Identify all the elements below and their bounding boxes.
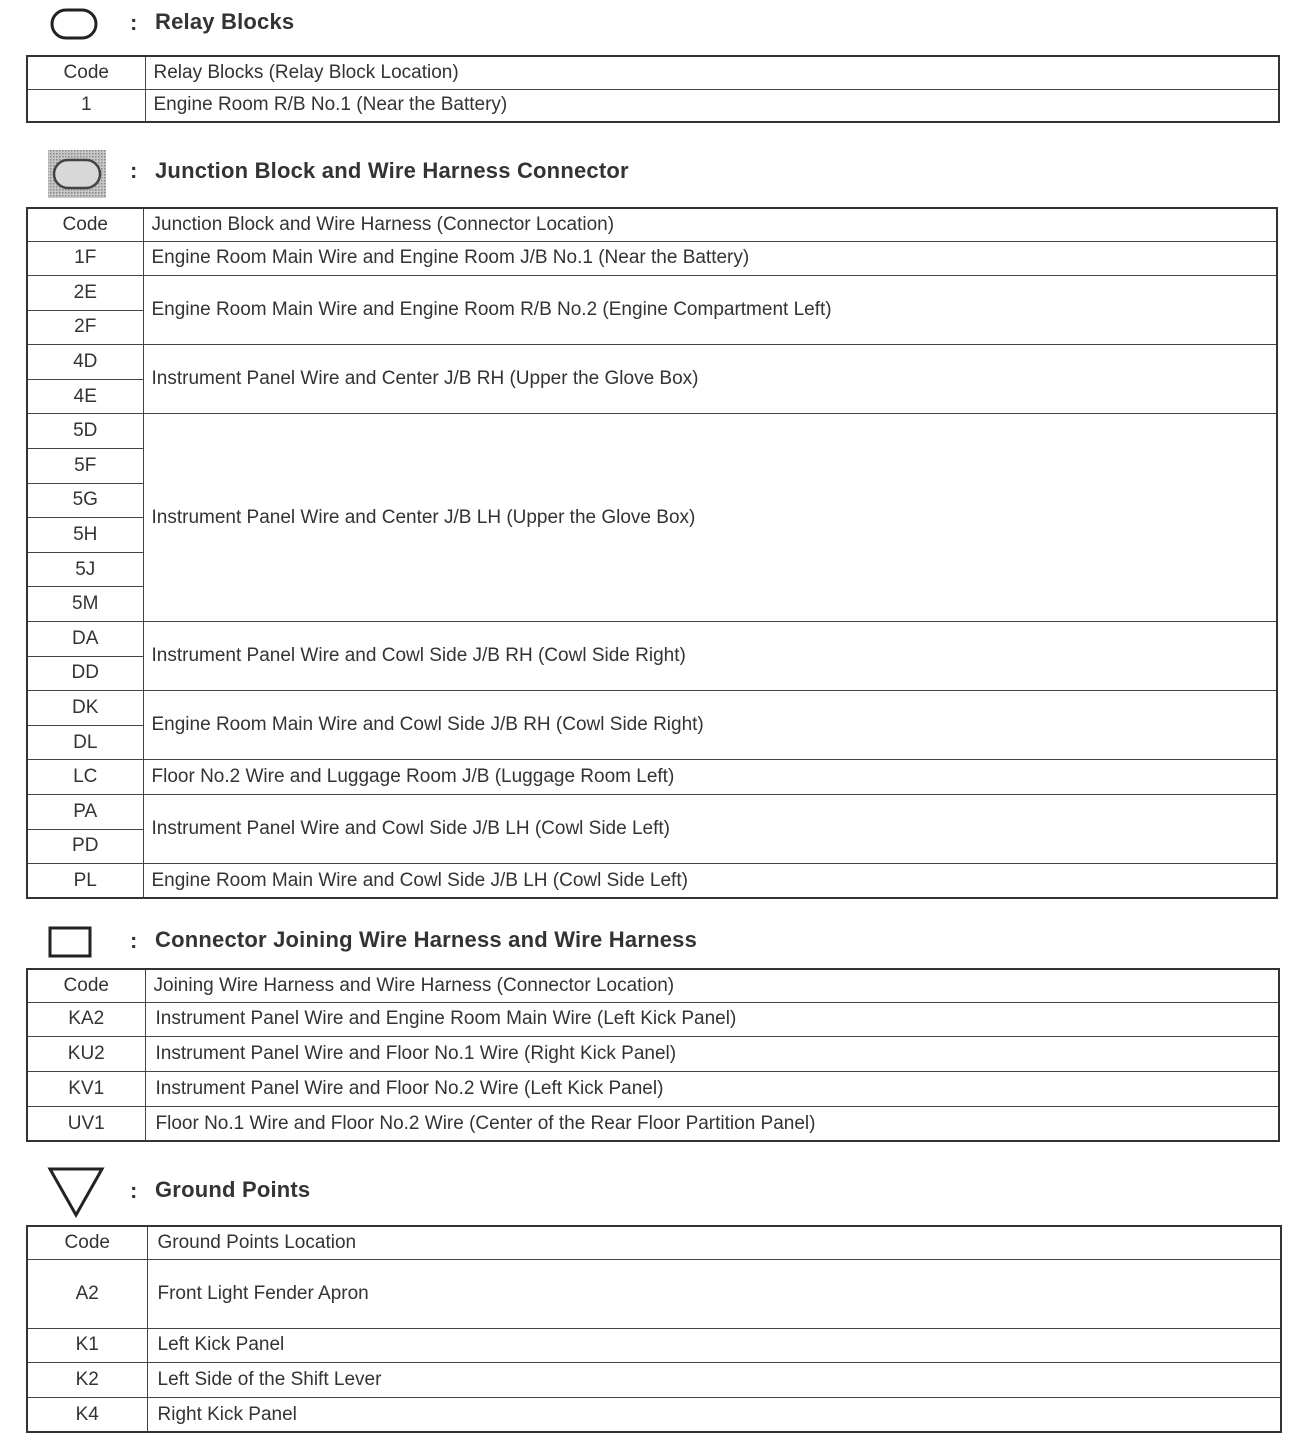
table-row: [27, 1037, 1279, 1072]
code-cell: KV1: [27, 1072, 145, 1107]
location-cell: Engine Room Main Wire and Cowl Side J/B RH (Cowl Side Right): [143, 691, 1277, 760]
relay-blocks-table: [26, 55, 1280, 123]
section-title: Ground Points: [155, 1177, 311, 1202]
heading-colon: :: [130, 158, 138, 183]
code-header: Code: [27, 56, 145, 89]
location-header: Joining Wire Harness and Wire Harness (Connector Location): [145, 969, 1279, 1002]
table-row: [27, 622, 1277, 657]
section-title: Junction Block and Wire Harness Connector: [155, 158, 629, 183]
heading-colon: :: [130, 1178, 138, 1203]
code-cell: DA: [27, 622, 143, 657]
location-cell: Instrument Panel Wire and Floor No.2 Wire (Left Kick Panel): [145, 1072, 1279, 1107]
table-row: [27, 1072, 1279, 1107]
section-title: Connector Joining Wire Harness and Wire Harness: [155, 927, 698, 952]
location-cell: Floor No.2 Wire and Luggage Room J/B (Luggage Room Left): [143, 760, 1277, 795]
code-cell: DD: [27, 656, 143, 691]
location-cell: Engine Room Main Wire and Engine Room R/B No.2 (Engine Compartment Left): [143, 276, 1277, 345]
table-row: [27, 1328, 1281, 1363]
code-cell: DK: [27, 691, 143, 726]
location-cell: Floor No.1 Wire and Floor No.2 Wire (Center of the Rear Floor Partition Panel): [145, 1106, 1279, 1141]
code-cell: 5F: [27, 449, 143, 484]
relay-blocks-heading: [0, 0, 1312, 46]
heading-colon: :: [130, 928, 138, 953]
table-row: [27, 276, 1277, 311]
location-cell: Engine Room R/B No.1 (Near the Battery): [145, 89, 1279, 122]
table-row: [27, 691, 1277, 726]
rounded-oval-icon: [44, 0, 110, 46]
table-row: [27, 864, 1277, 899]
location-cell: Engine Room Main Wire and Engine Room J/B No.1 (Near the Battery): [143, 241, 1277, 276]
code-cell: 4E: [27, 379, 143, 414]
code-cell: LC: [27, 760, 143, 795]
code-cell: KA2: [27, 1002, 145, 1037]
connector-joining-table: [26, 968, 1280, 1142]
code-cell: 5H: [27, 518, 143, 553]
table-row: [27, 1259, 1281, 1328]
code-cell: PD: [27, 829, 143, 864]
location-cell: Left Kick Panel: [147, 1328, 1281, 1363]
junction-block-heading: [0, 148, 1312, 194]
location-cell: Instrument Panel Wire and Engine Room Main Wire (Left Kick Panel): [145, 1002, 1279, 1037]
table-row: [27, 414, 1277, 449]
location-header: Junction Block and Wire Harness (Connector Location): [143, 208, 1277, 241]
code-header: Code: [27, 1226, 147, 1259]
location-header: Ground Points Location: [147, 1226, 1281, 1259]
code-cell: A2: [27, 1259, 147, 1328]
code-cell: K4: [27, 1398, 147, 1433]
table-row: [27, 1106, 1279, 1141]
code-cell: PA: [27, 795, 143, 830]
location-cell: Front Light Fender Apron: [147, 1259, 1281, 1328]
table-row: [27, 1398, 1281, 1433]
ground-points-heading: [0, 1166, 1312, 1212]
code-cell: 5J: [27, 552, 143, 587]
code-cell: 5D: [27, 414, 143, 449]
code-cell: KU2: [27, 1037, 145, 1072]
down-triangle-icon: [44, 1166, 110, 1218]
heading-colon: :: [130, 10, 138, 35]
table-row: [27, 1363, 1281, 1398]
table-header-row: [27, 1226, 1281, 1259]
location-cell: Engine Room Main Wire and Cowl Side J/B LH (Cowl Side Left): [143, 864, 1277, 899]
code-cell: 2F: [27, 310, 143, 345]
code-cell: UV1: [27, 1106, 145, 1141]
shaded-oval-icon: [44, 148, 110, 198]
location-header: Relay Blocks (Relay Block Location): [145, 56, 1279, 89]
table-row: [27, 795, 1277, 830]
table-row: [27, 760, 1277, 795]
code-cell: K2: [27, 1363, 147, 1398]
code-header: Code: [27, 208, 143, 241]
code-cell: 4D: [27, 345, 143, 380]
connector-joining-heading: [0, 918, 1312, 964]
table-row: [27, 241, 1277, 276]
location-cell: Instrument Panel Wire and Floor No.1 Wire (Right Kick Panel): [145, 1037, 1279, 1072]
section-title: Relay Blocks: [155, 9, 295, 34]
location-cell: Right Kick Panel: [147, 1398, 1281, 1433]
code-cell: K1: [27, 1328, 147, 1363]
code-header: Code: [27, 969, 145, 1002]
ground-points-table: [26, 1225, 1282, 1433]
location-cell: Instrument Panel Wire and Center J/B RH (Upper the Glove Box): [143, 345, 1277, 414]
location-cell: Instrument Panel Wire and Center J/B LH (Upper the Glove Box): [143, 414, 1277, 622]
square-outline-icon: [44, 918, 110, 964]
table-row: [27, 345, 1277, 380]
code-cell: 5G: [27, 483, 143, 518]
location-cell: Instrument Panel Wire and Cowl Side J/B LH (Cowl Side Left): [143, 795, 1277, 864]
table-header-row: [27, 208, 1277, 241]
location-cell: Left Side of the Shift Lever: [147, 1363, 1281, 1398]
code-cell: 5M: [27, 587, 143, 622]
code-cell: PL: [27, 864, 143, 899]
code-cell: DL: [27, 725, 143, 760]
code-cell: 2E: [27, 276, 143, 311]
table-row: [27, 1002, 1279, 1037]
junction-block-table: [26, 207, 1278, 899]
code-cell: 1F: [27, 241, 143, 276]
table-header-row: [27, 56, 1279, 89]
code-cell: 1: [27, 89, 145, 122]
table-row: [27, 89, 1279, 122]
location-cell: Instrument Panel Wire and Cowl Side J/B RH (Cowl Side Right): [143, 622, 1277, 691]
table-header-row: [27, 969, 1279, 1002]
